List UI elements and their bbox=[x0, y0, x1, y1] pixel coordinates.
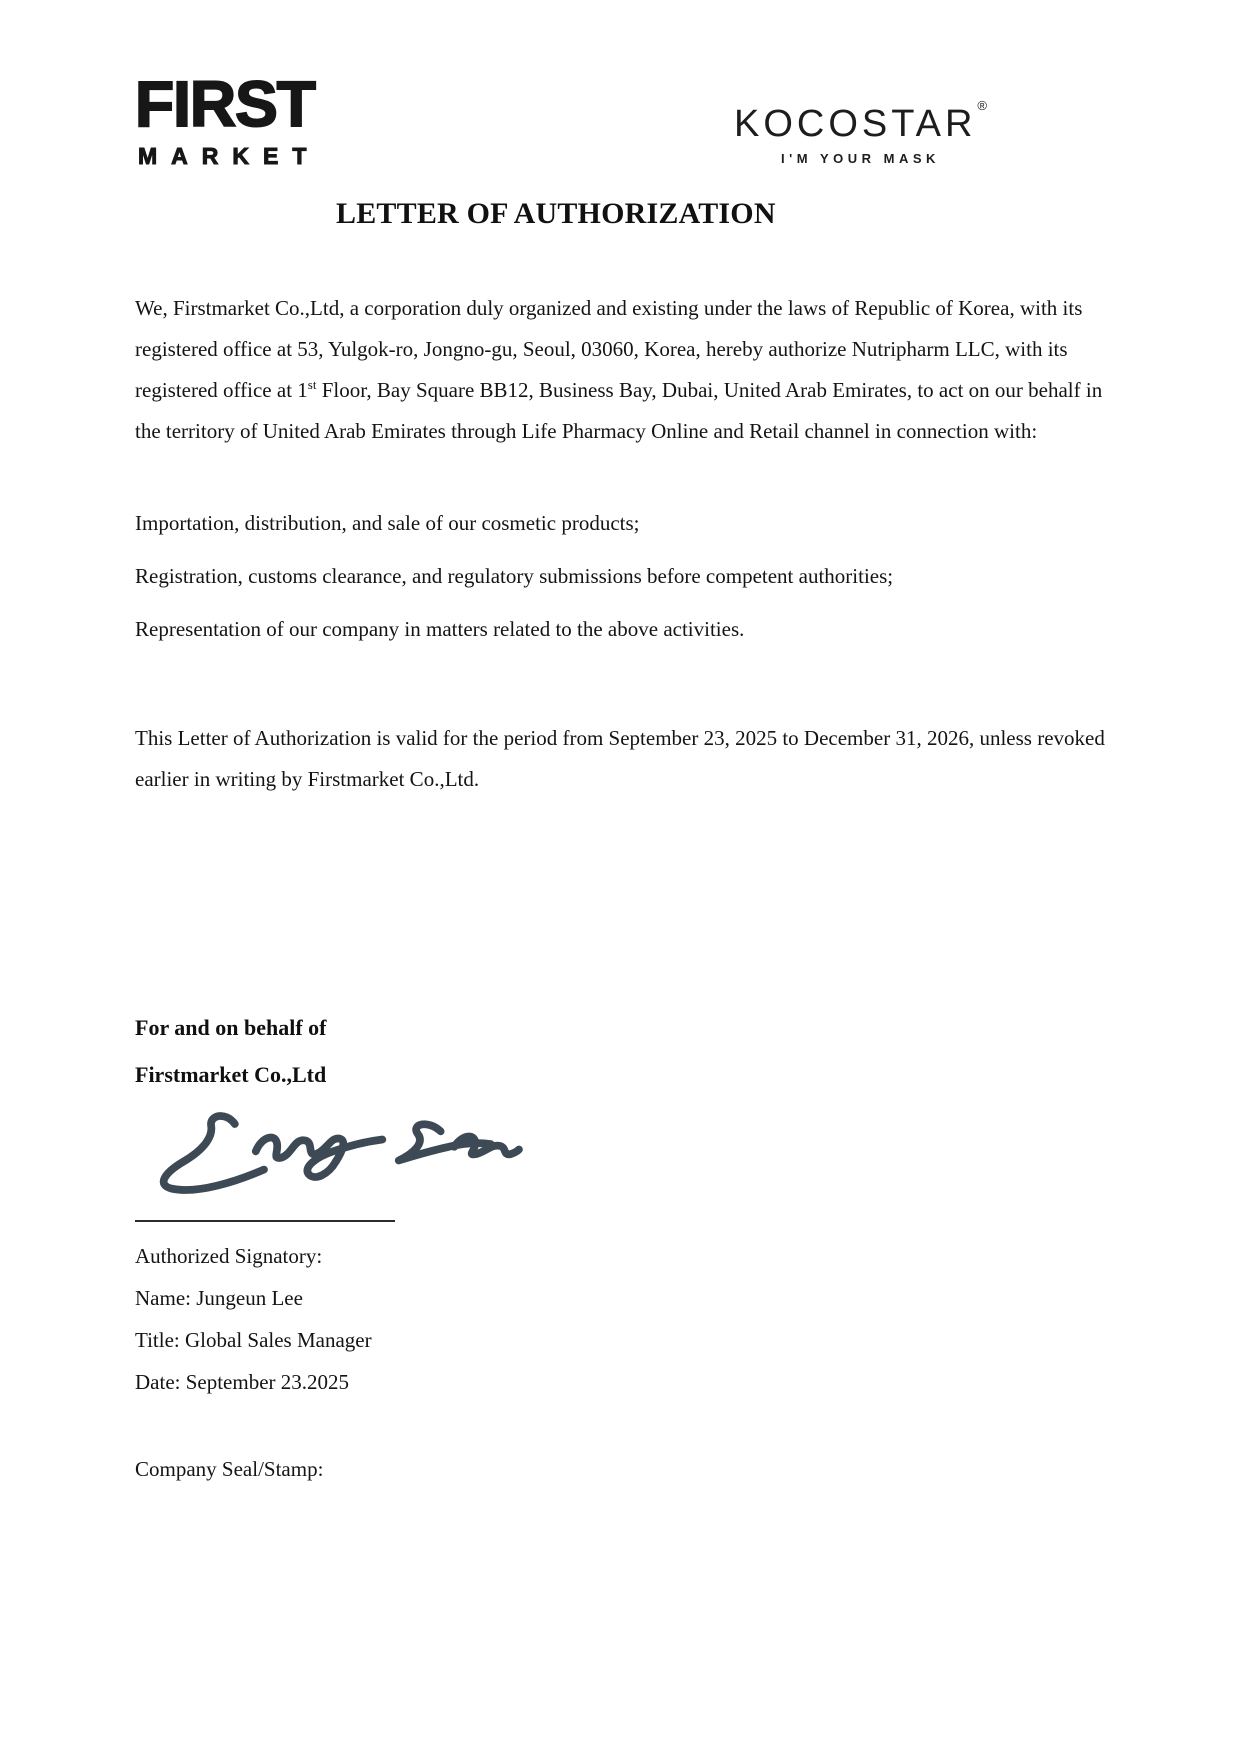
kocostar-wordmark bbox=[734, 98, 987, 146]
firstmarket-logo-wordmark: FIRST bbox=[135, 68, 315, 140]
signature-line bbox=[135, 1220, 395, 1222]
signatory-details bbox=[135, 1235, 1105, 1403]
ordinal-superscript: st bbox=[307, 377, 317, 392]
authorized-signatory-label: Authorized Signatory: bbox=[135, 1244, 323, 1268]
activity-item-representation: Representation of our company in matters related to the above activities. bbox=[135, 617, 745, 641]
company-seal-label: Company Seal/Stamp: bbox=[135, 1457, 324, 1481]
kocostar-tagline: I'M YOUR MASK bbox=[781, 151, 940, 166]
on-behalf-line: For and on behalf of bbox=[135, 1015, 327, 1040]
validity-paragraph: This Letter of Authorization is valid for the period from September 23, 2025 to December 31, 2026, unless revoked earlier in writing by Firstmarket Co.,Ltd. bbox=[135, 726, 1105, 791]
firstmarket-logo-subtext: MARKET bbox=[138, 143, 321, 169]
signatory-title-line: Title: Global Sales Manager bbox=[135, 1328, 372, 1352]
intro-text-after-superscript: Floor, Bay Square BB12, Business Bay, Dubai, United Arab Emirates, to act on our behalf in the territory of United Arab Emirates through Life Pharmacy Online and Retail channel in connection with: bbox=[135, 378, 1103, 443]
signatory-name-line: Name: Jungeun Lee bbox=[135, 1286, 303, 1310]
header bbox=[135, 0, 1105, 168]
activity-item-importation: Importation, distribution, and sale of our cosmetic products; bbox=[135, 511, 640, 535]
signature-svg bbox=[129, 1104, 541, 1206]
on-behalf-block bbox=[135, 1004, 1105, 1098]
intro-text-before-superscript: We, Firstmarket Co.,Ltd, a corporation duly organized and existing under the laws of Republic of Korea, with its registered office at 53, Yulgok-ro, Jongno-gu, Seoul, 03060, Korea, hereby authorize Nutripharm LLC, with its registered office at 1 bbox=[135, 296, 1083, 402]
document-title: LETTER OF AUTHORIZATION bbox=[336, 197, 776, 230]
authorized-activities-list bbox=[135, 503, 1105, 650]
firstmarket-logo bbox=[135, 68, 321, 169]
intro-paragraph bbox=[135, 288, 1105, 452]
registered-trademark-icon: ® bbox=[977, 98, 987, 113]
signature-date-line: Date: September 23.2025 bbox=[135, 1370, 350, 1394]
kocostar-logo bbox=[734, 98, 987, 166]
company-name-line: Firstmarket Co.,Ltd bbox=[135, 1062, 327, 1087]
signature-strokes bbox=[164, 1116, 519, 1190]
kocostar-wordmark-text: KOCOSTAR bbox=[733, 103, 977, 145]
activity-item-registration: Registration, customs clearance, and regulatory submissions before competent authorities; bbox=[135, 564, 894, 588]
signature-image bbox=[129, 1104, 541, 1206]
